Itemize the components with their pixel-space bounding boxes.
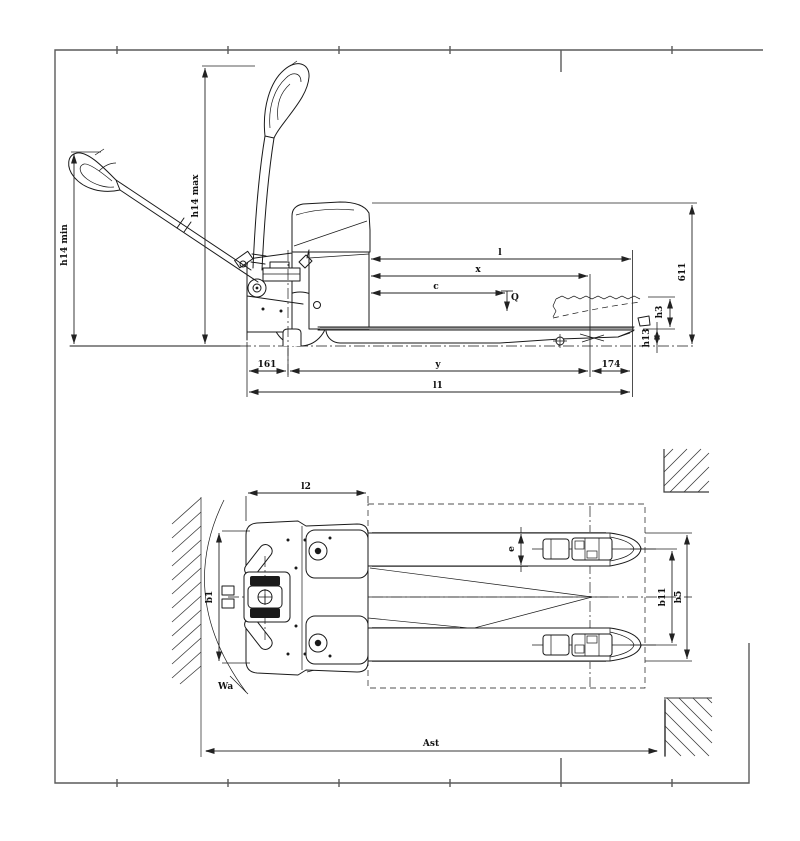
dim-label-wa: Wa: [218, 682, 234, 692]
dim-label-l1: l1: [433, 381, 443, 391]
dimensions-side: [60, 66, 697, 397]
wall-corner-top-right: [664, 449, 709, 492]
dim-label-l: l: [498, 248, 502, 258]
truck-body-top: [222, 521, 368, 675]
dim-label-b5: b5: [674, 590, 684, 604]
top-view: [172, 449, 712, 757]
fork-side: [318, 327, 634, 348]
dim-label-h14-min: h14 min: [60, 224, 70, 266]
dim-label-161: 161: [257, 360, 277, 370]
dim-label-h3: h3: [655, 305, 665, 319]
dim-label-611: 611: [678, 262, 688, 282]
dim-label-b11: b11: [658, 587, 668, 607]
dim-label-b1: b1: [205, 590, 215, 604]
fork-top-lower: [368, 628, 656, 661]
dim-label-x: x: [475, 265, 481, 275]
side-view: [60, 61, 697, 397]
dim-label-e: e: [507, 546, 517, 552]
dim-label-l2: l2: [301, 482, 311, 492]
tiller-arm-lowered: [69, 149, 258, 282]
dim-label-174: 174: [601, 360, 621, 370]
dim-label-h13: h13: [642, 328, 652, 348]
wall-corner-bottom-right: [665, 698, 712, 756]
dim-label-q: Q: [511, 293, 519, 303]
dim-label-y: y: [435, 360, 441, 370]
sheet-frame: [55, 46, 763, 787]
dim-label-h14-max: h14 max: [191, 174, 201, 218]
left-wall: [172, 497, 201, 757]
dim-label-c: c: [433, 282, 439, 292]
dim-label-ast: Ast: [422, 739, 440, 749]
frame-tick-marks: [117, 46, 672, 787]
raised-fork-outline: [553, 296, 650, 326]
